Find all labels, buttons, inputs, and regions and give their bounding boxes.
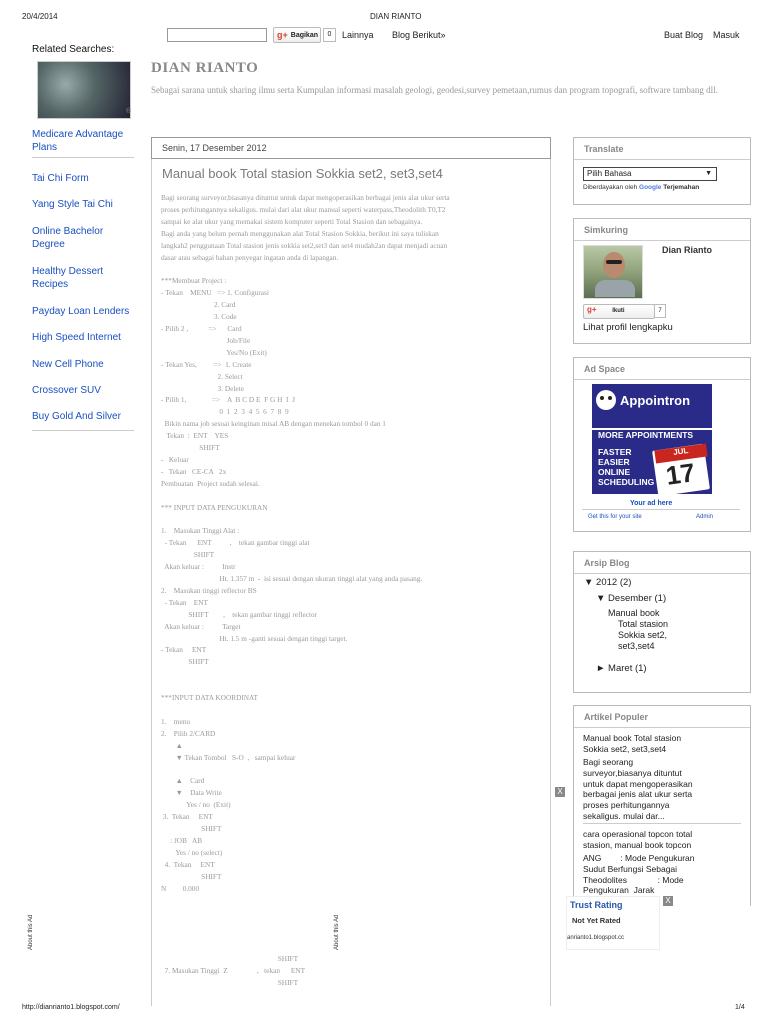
print-date: 20/4/2014 <box>22 12 58 21</box>
related-link[interactable]: High Speed Internet <box>32 332 121 343</box>
follow-count: 7 <box>654 304 666 318</box>
related-link[interactable]: New Cell Phone <box>32 359 104 370</box>
full-profile-link[interactable]: Lihat profil lengkapku <box>583 322 673 333</box>
popular-post-snippet: ANG : Mode Pengukuran Sudut Berfungsi Sebagai Theodolites : Mode Pengukuran Jarak <box>583 853 695 896</box>
divider <box>574 240 750 241</box>
google-plus-icon: g+ <box>277 30 288 40</box>
popular-post-title[interactable]: Manual book Total stasion Sokkia set2, set3,set4 <box>583 733 682 754</box>
trust-rating-status: Not Yet Rated <box>572 916 621 925</box>
avatar-face <box>603 252 625 278</box>
about-ad-link[interactable]: About this Ad <box>334 914 340 950</box>
related-link[interactable]: Medicare Advantage Plans <box>32 129 124 153</box>
archive-month: Maret (1) <box>608 663 647 674</box>
trust-rating-title: Trust Rating <box>570 900 623 910</box>
page-number: 1/4 <box>735 1004 745 1011</box>
archive-post-line: Total stasion <box>618 619 669 629</box>
close-icon[interactable]: X <box>663 896 673 906</box>
widget-title: Simkuring <box>584 225 629 235</box>
ad-badge: ® <box>126 108 132 115</box>
widget-title: Translate <box>584 144 624 154</box>
related-link[interactable]: Online Bachelor Degree <box>32 226 104 250</box>
powered-by <box>583 184 699 191</box>
widget-title: Artikel Populer <box>584 712 649 722</box>
post-date: Senin, 17 Desember 2012 <box>162 143 267 153</box>
archive-post-line: Manual book <box>608 608 660 618</box>
share-button[interactable] <box>273 27 321 43</box>
powered-prefix: Diberdayakan oleh <box>583 184 638 191</box>
ad-line-faster: FASTER <box>598 447 632 457</box>
related-link[interactable]: Yang Style Tai Chi <box>32 199 113 210</box>
follow-label: Ikuti <box>612 308 625 314</box>
trust-rating-site: anrianto1.blogspot.cc <box>567 935 625 941</box>
divider <box>583 823 741 824</box>
google-logo: Google <box>639 184 662 191</box>
blog-description: Sebagai sarana untuk sharing ilmu serta Kumpulan informasi masalah geologi, geodesi,survey pemetaan,rumus dan program topografi, software tambang dll. <box>151 85 718 95</box>
share-label: Bagikan <box>290 31 318 39</box>
divider <box>574 727 750 728</box>
print-title: DIAN RIANTO <box>370 12 422 21</box>
language-select-value: Pilih Bahasa <box>587 169 632 178</box>
related-link[interactable]: Tai Chi Form <box>32 173 89 184</box>
owl-logo-icon <box>596 390 616 410</box>
footer-url[interactable]: http://dianrianto1.blogspot.com/ <box>22 1004 120 1011</box>
calendar-month: JUL <box>654 443 707 463</box>
popular-post-snippet: Bagi seorang surveyor,biasanya dituntut untuk dapat mengoperasikan berbagai jenis alat ukur serta proses perhitungannya sekaligus. mulai dar... <box>583 757 693 821</box>
archive-month-toggle[interactable]: ▼ Desember (1) <box>596 593 667 604</box>
ad-line-online: ONLINE <box>598 467 631 477</box>
related-thumbnail[interactable] <box>37 61 131 119</box>
next-blog-link[interactable]: Blog Berikut» <box>392 30 446 40</box>
widget-title: Arsip Blog <box>584 558 630 568</box>
post-body: Bagi seorang surveyor,biasanya dituntut untuk dapat mengoperasikan berbagai jenis alat ukur serta proses perhitungannya sekaligus. mulai dari alat ukur manual seperti waterpass,Theodolith T0,T2 sampai ke alat ukur yang memakai sistem komputer seperti Total Stasion dan sebagainya. Bagi anda yang belum pernah menggunakan alat Total Stasion Sokkia, berikut ini saya tuliskan langkah2 penggunaan Total stasion jenis sokkia set2,set3 dan set4 mudah2an dapat menjadi acuan dasar atau sebagai bahan penyegar ingatan anda di lapangan. ***Membuat Project : - Tekan MENU => 1. Configurasi 2. Card 3. Code - Pilih 2 , => Card Job/File Yes/No (Exit) - Tekan Yes, => 1. Create 2. Select 3. Delete - Pilih 1, => A B C D E F G H I J 0 1 2 3 4 5 6 7 8 9 Bikin nama job sesuai keinginan misal AB dengan menekan tombol 0 dan 1 Tekan : ENT YES SHIFT - Keluar - Tekan CE-CA 2x Pembuatan Project sudah selesai. *** INPUT DATA PENGUKURAN 1. Masukan Tinggi Alat : - Tekan ENT , tekan gambar tinggi alat SHIFT Akan keluar : Instr Ht. 1.357 m - isi sesuai dengan ukuran tinggi alat yang anda pasang. 2. Masukan tinggi reflector BS - Tekan ENT SHIFT , tekan gambar tinggi reflector Akan keluar : Target Ht. 1.5 m -ganti sesuai dengan tinggi target. - Tekan ENT SHIFT ***INPUT DATA KOORDINAT 1. menu 2. Pilih 2/CARD ▲ ▼ Tekan Tombol S-O , sampai keluar ▲ Card ▼ Data Write Yes / no (Exit) 3. Tekan ENT SHIFT : JOB AB Yes / no (select) 4. Tekan ENT SHIFT N 0.000 <box>161 193 450 893</box>
widget-title: Ad Space <box>584 364 626 374</box>
calendar-day: 17 <box>663 457 697 491</box>
create-blog-link[interactable]: Buat Blog <box>664 30 704 40</box>
related-link[interactable]: Buy Gold And Silver <box>32 411 121 422</box>
about-ad-link[interactable]: About this Ad <box>28 914 34 950</box>
divider <box>32 157 134 158</box>
your-ad-here-link[interactable]: Your ad here <box>630 500 673 507</box>
google-plus-icon: g+ <box>587 305 597 314</box>
divider <box>32 430 134 431</box>
divider <box>574 379 750 380</box>
divider <box>574 573 750 574</box>
ad-line-scheduling: SCHEDULING <box>598 477 655 487</box>
dropdown-arrow-icon: ▼ <box>705 170 712 177</box>
archive-post-link[interactable] <box>608 608 668 652</box>
profile-name[interactable]: Dian Rianto <box>662 245 713 255</box>
follow-button[interactable] <box>583 304 655 319</box>
archive-year-toggle[interactable]: ▼ 2012 (2) <box>584 577 632 588</box>
sign-in-link[interactable]: Masuk <box>713 30 740 40</box>
navbar-search-input[interactable] <box>167 28 267 42</box>
archive-month: Desember (1) <box>608 593 667 604</box>
popular-post-title[interactable]: cara operasional topcon total stasion, manual book topcon <box>583 829 693 850</box>
archive-post-line: Sokkia set2, <box>618 630 668 640</box>
translate-link[interactable]: Terjemahan <box>663 184 700 191</box>
post-date-header <box>151 137 551 159</box>
admin-link[interactable]: Admin <box>696 514 714 520</box>
related-link[interactable]: Payday Loan Lenders <box>32 306 130 317</box>
language-select[interactable] <box>583 167 717 181</box>
share-count: 0 <box>323 28 336 42</box>
related-searches-title: Related Searches: <box>32 44 115 55</box>
post-title[interactable]: Manual book Total stasion Sokkia set2, set3,set4 <box>162 166 443 181</box>
archive-year: 2012 (2) <box>596 577 632 588</box>
blog-title[interactable]: DIAN RIANTO <box>151 60 259 76</box>
related-link[interactable]: Crossover SUV <box>32 385 101 396</box>
divider <box>582 509 740 510</box>
avatar-shirt <box>595 280 635 297</box>
related-link[interactable]: Healthy Dessert Recipes <box>32 266 104 290</box>
ad-line-easier: EASIER <box>598 457 630 467</box>
ad-headline: MORE APPOINTMENTS <box>598 430 694 440</box>
more-link[interactable]: Lainnya <box>342 30 374 40</box>
get-this-link[interactable]: Get this for your site <box>588 514 642 520</box>
avatar-sunglasses <box>606 260 622 264</box>
archive-month-toggle[interactable]: ► Maret (1) <box>596 663 647 674</box>
ad-brand: Appointron <box>620 393 691 408</box>
archive-post-line: set3,set4 <box>618 641 655 651</box>
post-body-tail: SHIFT 7. Masukan Tinggi Z , tekan ENT SHIFT <box>164 954 306 987</box>
close-icon[interactable]: X <box>555 787 565 797</box>
divider <box>574 159 750 160</box>
